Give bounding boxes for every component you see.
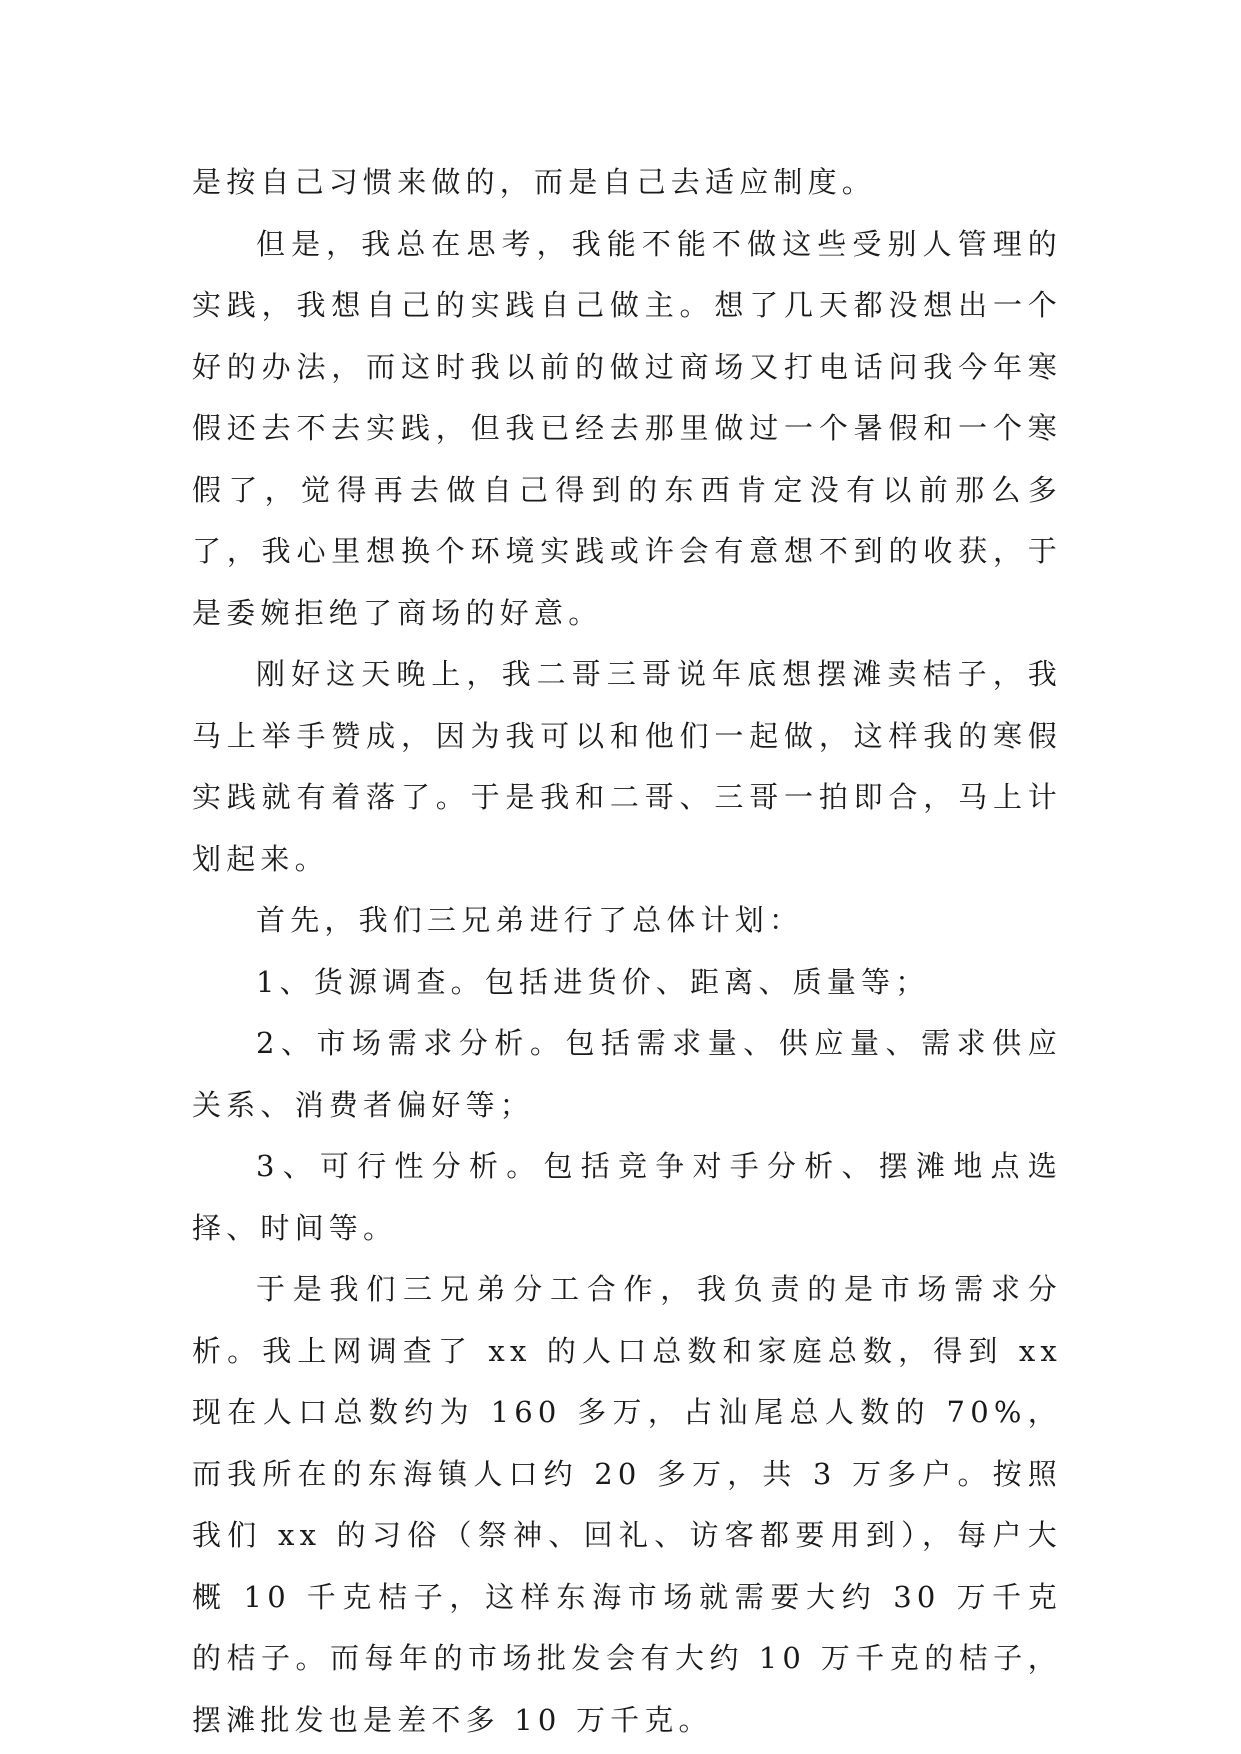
paragraph-3: 刚好这天晚上，我二哥三哥说年底想摆滩卖桔子，我马上举手赞成，因为我可以和他们一起做，这样我的寒假实践就有着落了。于是我和二哥、三哥一拍即合，马上计划起来。 <box>192 657 1062 876</box>
list-item-1: 1、货源调查。包括进货价、距离、质量等； <box>256 964 930 999</box>
document-body <box>192 152 1062 1751</box>
list-item-2: 2、市场需求分析。包括需求量、供应量、需求供应关系、消费者偏好等； <box>192 1026 1062 1122</box>
paragraph-1: 是按自己习惯来做的，而是自己去适应制度。 <box>192 165 877 199</box>
paragraph-4: 首先，我们三兄弟进行了总体计划： <box>256 903 804 937</box>
paragraph-5: 于是我们三兄弟分工合作，我负责的是市场需求分析。我上网调查了 xx 的人口总数和家庭总数，得到 xx 现在人口总数约为 160 多万，占汕尾总人数的 70%，而我所在的东海镇人口约 20 多万，共 3 万多户。按照我们 xx 的习俗（祭神、回礼、访客都要用到），每户大概 10 千克桔子，这样东海市场就需要大约 30 万千克的桔子。而每年的市场批发会有大约 10 万千克的桔子，摆滩批发也是差不多 10 万千克。 <box>192 1272 1062 1737</box>
paragraph-2: 但是，我总在思考，我能不能不做这些受别人管理的实践，我想自己的实践自己做主。想了几天都没想出一个好的办法，而这时我以前的做过商场又打电话问我今年寒假还去不去实践，但我已经去那里做过一个暑假和一个寒假了，觉得再去做自己得到的东西肯定没有以前那么多了，我心里想换个环境实践或许会有意想不到的收获，于是委婉拒绝了商场的好意。 <box>192 226 1062 630</box>
list-item-3: 3、可行性分析。包括竞争对手分析、摆滩地点选择、时间等。 <box>192 1149 1062 1245</box>
